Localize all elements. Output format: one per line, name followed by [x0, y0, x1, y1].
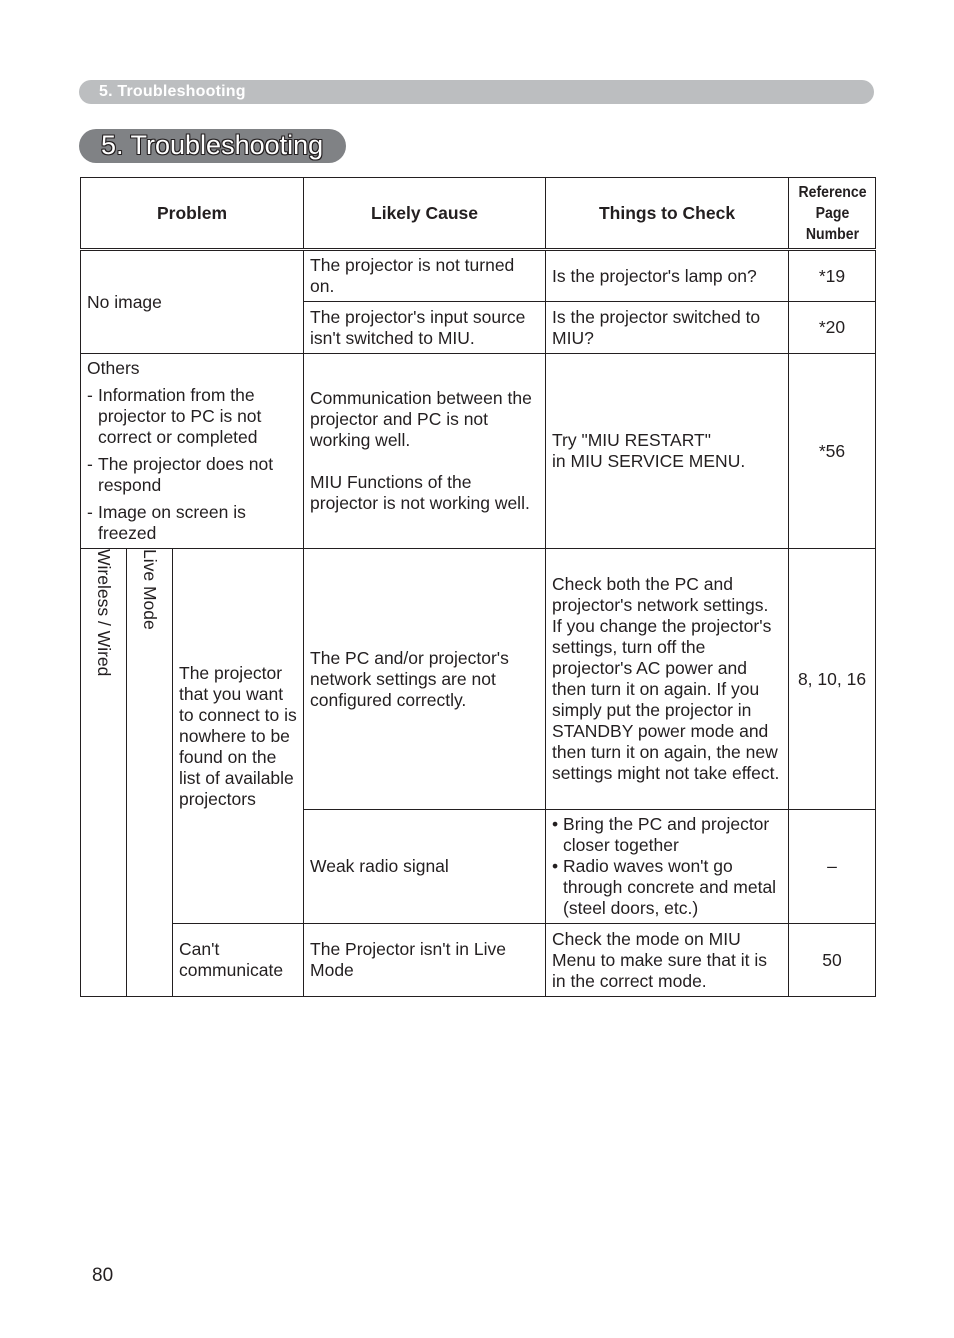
cause-cell: The PC and/or projector's network settings are not configured correctly.	[304, 549, 546, 810]
cause-cell: Weak radio signal	[304, 810, 546, 924]
cause-cell: The projector is not turned on.	[304, 250, 546, 302]
running-header-title: 5. Troubleshooting	[99, 83, 246, 100]
check-cell	[546, 810, 789, 924]
problem-no-image: No image	[81, 250, 304, 354]
cause-cell: The projector's input source isn't switched to MIU.	[304, 302, 546, 354]
others-title: Others	[87, 358, 140, 378]
mode-label-live-mode: Live Mode	[127, 549, 173, 997]
others-list	[87, 385, 297, 544]
list-item: - The projector does not respond	[87, 454, 274, 495]
header-things-to-check: Things to Check	[546, 178, 789, 250]
list-item: • Radio waves won't go through concrete and metal (steel doors, etc.)	[552, 856, 777, 918]
ref-cell: *56	[789, 354, 876, 549]
ref-cell: –	[789, 810, 876, 924]
table-row	[81, 549, 876, 810]
list-item: - Information from the projector to PC is not correct or completed	[87, 385, 262, 447]
header-reference-page: Reference Page Number	[794, 178, 871, 250]
cause-cell: The Projector isn't in Live Mode	[304, 924, 546, 997]
header-problem: Problem	[81, 178, 304, 250]
troubleshooting-table	[80, 177, 876, 997]
problem-cant-communicate: Can't communicate	[173, 924, 304, 997]
group-label-wireless-wired: Wireless / Wired	[81, 549, 127, 997]
check-cell: Is the projector switched to MIU?	[546, 302, 789, 354]
problem-not-found: The projector that you want to connect to is nowhere to be found on the list of available projectors	[173, 549, 304, 924]
table-row	[81, 924, 876, 997]
cause-cell: Communication between the projector and PC is not working well. MIU Functions of the projector is not working well.	[304, 354, 546, 549]
problem-others	[81, 354, 304, 549]
header-likely-cause: Likely Cause	[304, 178, 546, 250]
check-cell: Is the projector's lamp on?	[546, 250, 789, 302]
table-row	[81, 250, 876, 302]
check-cell: Try "MIU RESTART" in MIU SERVICE MENU.	[546, 354, 789, 549]
ref-cell: 8, 10, 16	[789, 549, 876, 810]
check-list	[552, 814, 782, 919]
table-header-row	[81, 178, 876, 250]
check-cell: Check the mode on MIU Menu to make sure that it is in the correct mode.	[546, 924, 789, 997]
section-title-pill	[79, 129, 346, 163]
section-title: 5. Troubleshooting	[101, 130, 324, 160]
ref-cell: *20	[789, 302, 876, 354]
ref-cell: *19	[789, 250, 876, 302]
table-row	[81, 354, 876, 549]
list-item: • Bring the PC and projector closer together	[552, 814, 770, 855]
list-item: - Image on screen is freezed	[87, 502, 246, 543]
ref-cell: 50	[789, 924, 876, 997]
check-cell: Check both the PC and projector's network settings. If you change the projector's settings, turn off the projector's AC power and then turn it on again. If you simply put the projector in STANDBY power mode and then turn it on again, the new settings might not take effect.	[546, 549, 789, 810]
page-number: 80	[92, 1265, 114, 1286]
running-header-bar	[79, 80, 874, 104]
